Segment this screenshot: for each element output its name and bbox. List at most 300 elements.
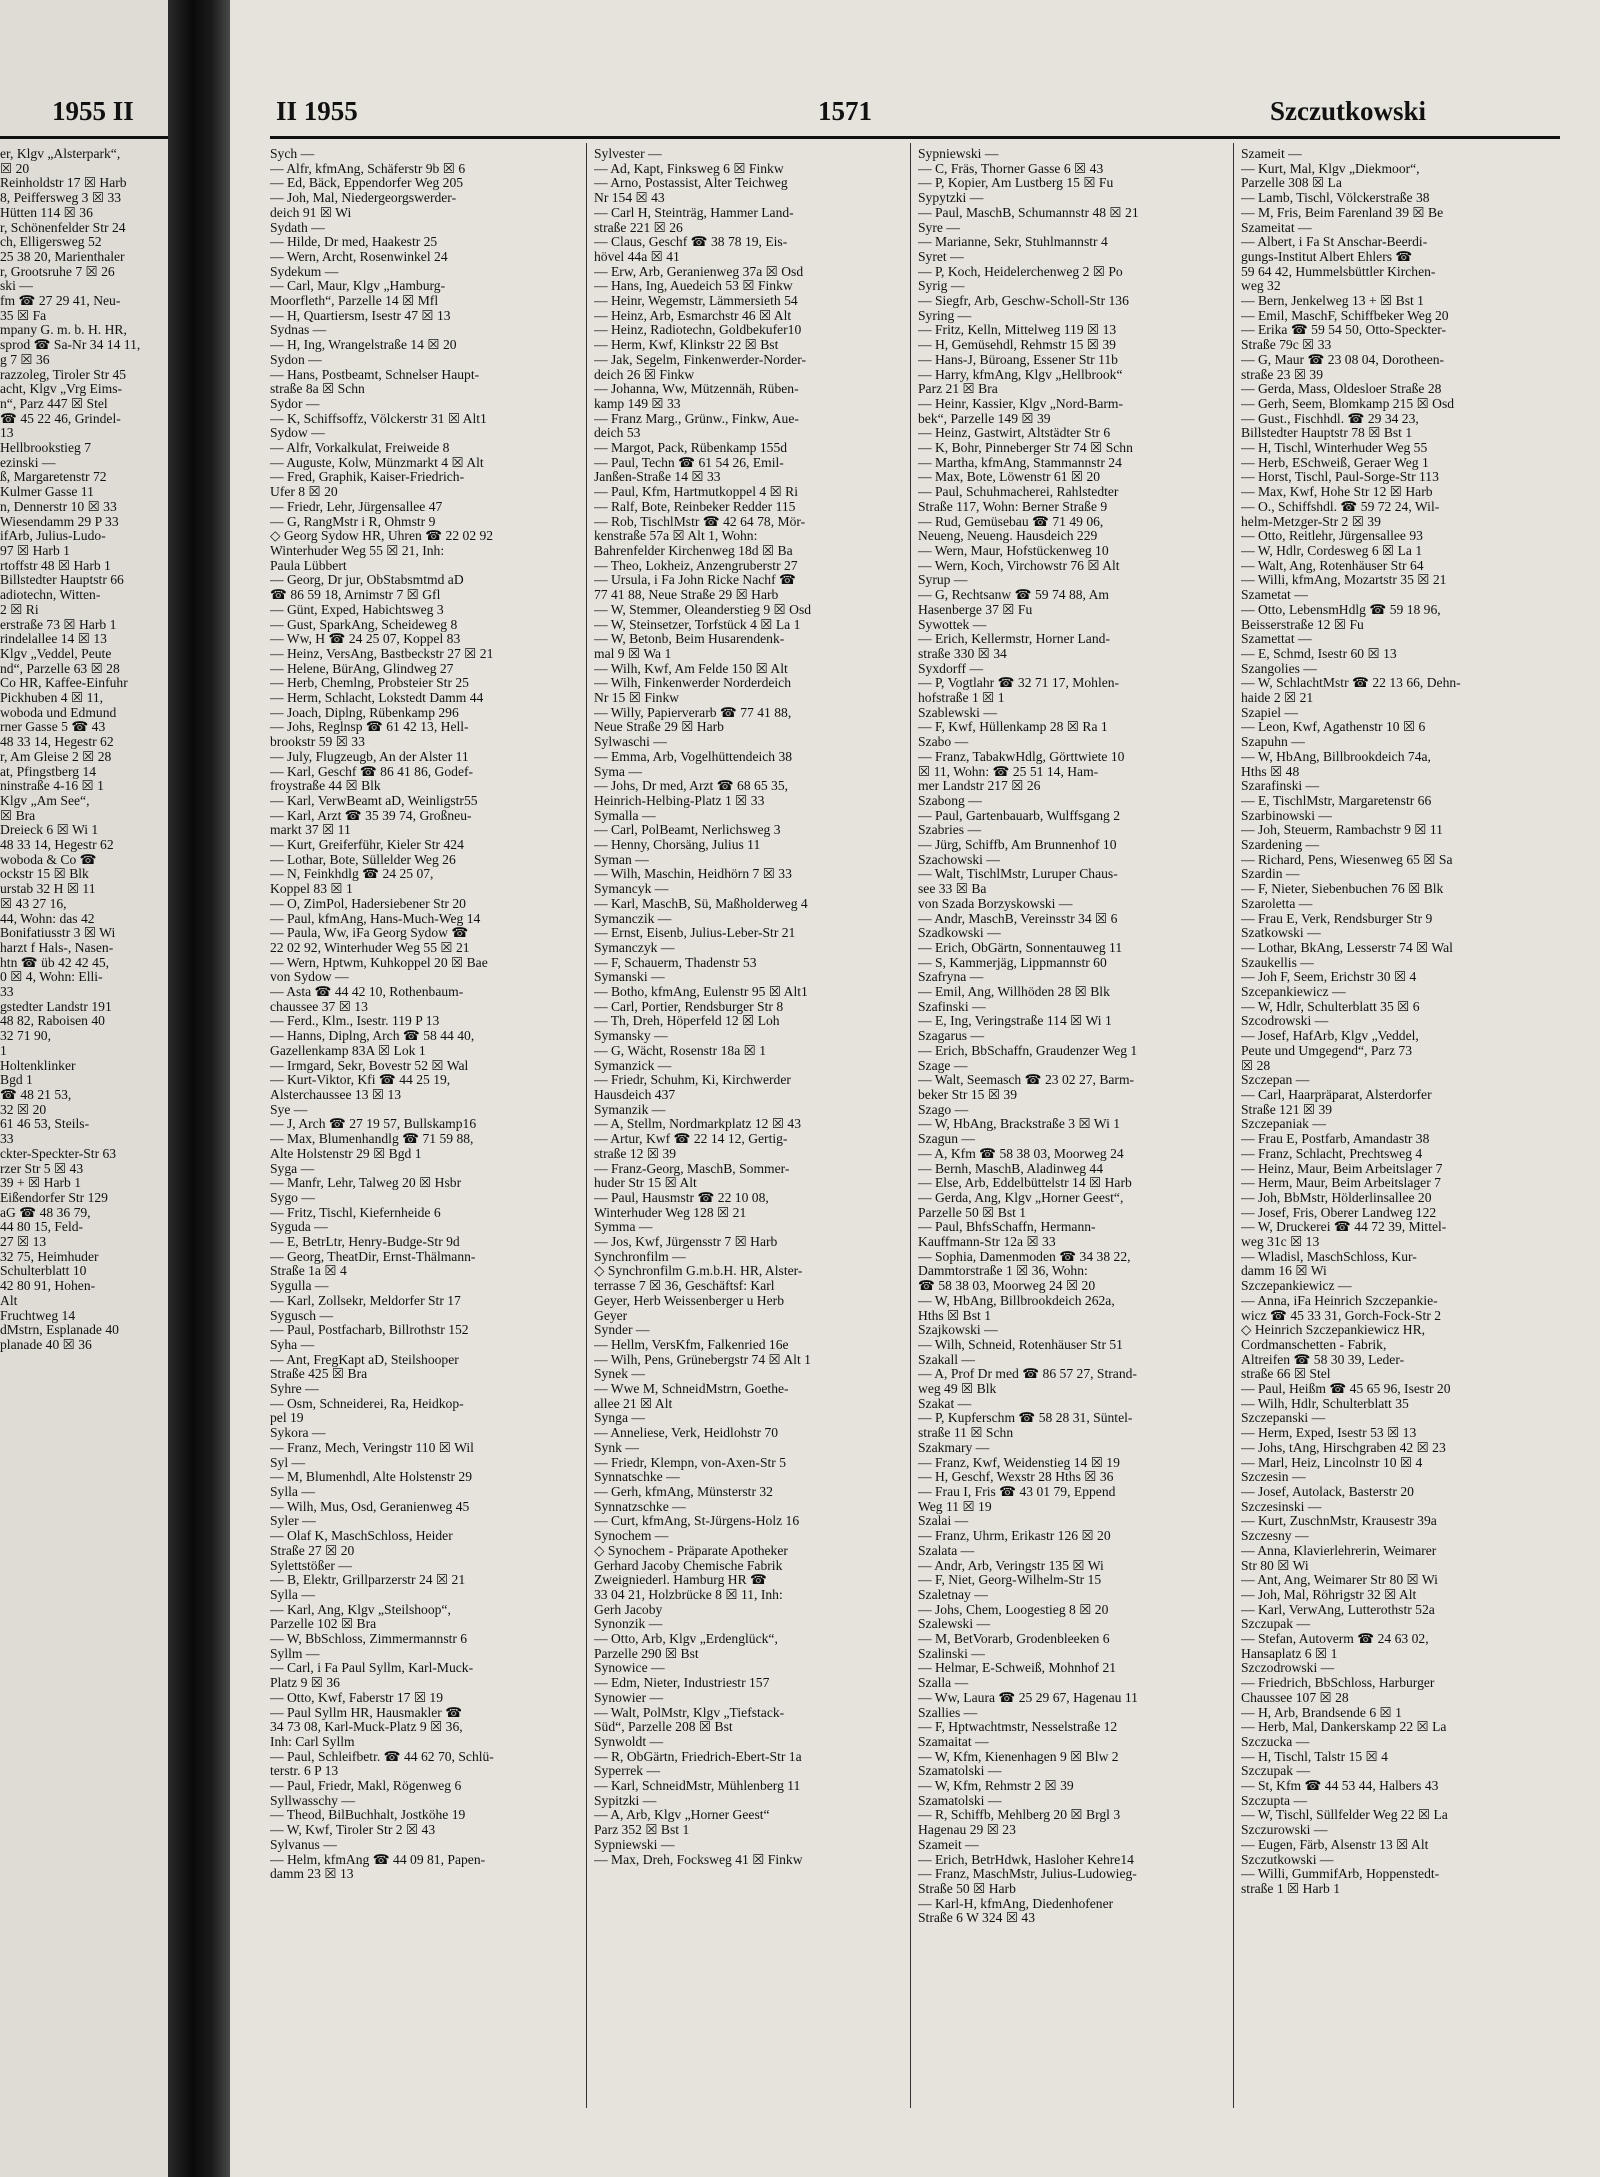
directory-entry: — July, Flugzeugb, An der Alster 11: [270, 749, 469, 764]
directory-entry: Ufer 8 ☒ 20: [270, 485, 338, 500]
directory-entry: — Walt, PolMstr, Klgv „Tiefstack-: [594, 1705, 785, 1720]
surname-heading: Synnatzschke —: [594, 1499, 686, 1514]
surname-heading: Szatkowski —: [1241, 926, 1321, 941]
surname-heading: Szarafinski —: [1241, 779, 1320, 794]
directory-entry: — O, ZimPol, Hadersiebener Str 20: [270, 896, 466, 911]
left-page-fragment: Pickhuben 4 ☒ 11,: [0, 691, 104, 706]
directory-entry: Platz 9 ☒ 36: [270, 1676, 340, 1691]
directory-entry: — Hellm, VersKfm, Falkenried 16e: [594, 1337, 789, 1352]
surname-heading: Szage —: [918, 1058, 968, 1073]
directory-entry: — W, Tischl, Süllfelder Weg 22 ☒ La: [1241, 1808, 1448, 1823]
directory-entry: — Otto, Kwf, Faberstr 17 ☒ 19: [270, 1690, 444, 1705]
surname-heading: Szamatolski —: [918, 1793, 1002, 1808]
directory-entry: weg 49 ☒ Blk: [918, 1382, 997, 1397]
surname-heading: Symalla —: [594, 808, 656, 823]
directory-entry: Straße 117, Wohn: Berner Straße 9: [918, 499, 1108, 514]
directory-entry: — Lothar, BkAng, Lesserstr 74 ☒ Wal: [1241, 940, 1453, 955]
surname-heading: Synowier —: [594, 1690, 664, 1705]
directory-entry: — Paul Syllm HR, Hausmakler ☎: [270, 1705, 463, 1720]
directory-entry: Parzelle 290 ☒ Bst: [594, 1646, 699, 1661]
directory-entry: — K, Bohr, Pinneberger Str 74 ☒ Schn: [918, 441, 1133, 456]
directory-entry: — R, Schiffb, Mehlberg 20 ☒ Brgl 3: [918, 1808, 1121, 1823]
directory-entry: — Otto, Arb, Klgv „Erdenglück“,: [594, 1632, 778, 1647]
surname-heading: Sylettstößer —: [270, 1558, 352, 1573]
surname-heading: Szagarus —: [918, 1029, 985, 1044]
surname-heading: Szapiel —: [1241, 705, 1299, 720]
directory-entry: — Ww, H ☎ 24 25 07, Koppel 83: [270, 632, 461, 647]
left-page-fragment: Hellbrookstieg 7: [0, 441, 91, 456]
page-number: 1571: [818, 96, 872, 126]
surname-heading: Syl —: [270, 1455, 306, 1470]
surname-heading: Sylla —: [270, 1587, 315, 1602]
left-page-fragment: rindelallee 14 ☒ 13: [0, 632, 107, 647]
directory-entry: Straße 79c ☒ 33: [1241, 338, 1332, 353]
directory-entry: straße 8a ☒ Schn: [270, 382, 365, 397]
directory-entry: — F, Kwf, Hüllenkamp 28 ☒ Ra 1: [918, 720, 1108, 735]
directory-entry: — Marl, Heiz, Lincolnstr 10 ☒ 4: [1241, 1455, 1423, 1470]
directory-entry: — Alfr, kfmAng, Schäferstr 9b ☒ 6: [270, 161, 466, 176]
left-page-fragment: 48 33 14, Hegestr 62: [0, 838, 114, 853]
left-page-fragment: erstraße 73 ☒ Harb 1: [0, 617, 117, 632]
directory-entry: — Paul, Kfm, Hartmutkoppel 4 ☒ Ri: [594, 485, 798, 500]
surname-heading: Sylwaschi —: [594, 735, 667, 750]
directory-entry: — Osm, Schneiderei, Ra, Heidkop-: [270, 1396, 464, 1411]
directory-entry: Zweigniederl. Hamburg HR ☎: [594, 1573, 767, 1588]
surname-heading: Szarbinowski —: [1241, 808, 1332, 823]
directory-column-2: [594, 147, 899, 1867]
directory-entry: — Hilde, Dr med, Haakestr 25: [270, 235, 438, 250]
surname-heading: Szardin —: [1241, 867, 1300, 882]
directory-entry: ◇ Synochem - Präparate Apotheker: [594, 1543, 788, 1558]
surname-heading: Szczupak —: [1241, 1617, 1311, 1632]
surname-heading: Sygusch —: [270, 1308, 334, 1323]
directory-entry: — Carl, Haarpräparat, Alsterdorfer: [1241, 1088, 1432, 1102]
surname-heading: Symancyk —: [594, 882, 669, 897]
directory-entry: — G, RangMstr i R, Ohmstr 9: [270, 514, 436, 529]
directory-entry: — Paul, Schuhmacherei, Rahlstedter: [918, 485, 1119, 500]
directory-entry: straße 1 ☒ Harb 1: [1241, 1881, 1341, 1896]
directory-entry: — St, Kfm ☎ 44 53 44, Halbers 43: [1241, 1779, 1439, 1794]
left-page-fragment: 25 38 20, Marienthaler: [0, 249, 125, 264]
directory-entry: deich 53: [594, 426, 641, 441]
directory-entry: — Karl, SchneidMstr, Mühlenberg 11: [594, 1779, 801, 1794]
left-page-fragment: ☎ 48 21 53,: [0, 1088, 72, 1102]
left-page-fragment: 61 46 53, Steils-: [0, 1117, 90, 1132]
directory-entry: — B, Elektr, Grillparzerstr 24 ☒ 21: [270, 1573, 466, 1588]
directory-entry: — K, Schiffsoffz, Völckerstr 31 ☒ Alt1: [270, 411, 487, 426]
directory-entry: Hths ☒ Bst 1: [918, 1308, 991, 1323]
left-page-fragment: Klgv „Am See“,: [0, 793, 90, 808]
directory-entry: Weg 11 ☒ 19: [918, 1499, 992, 1514]
directory-entry: — Olaf K, MaschSchloss, Heider: [270, 1529, 453, 1544]
left-page-fragment: 44 80 15, Feld-: [0, 1220, 84, 1235]
directory-entry: — O., Schiffshdl. ☎ 59 72 24, Wil-: [1241, 499, 1440, 514]
directory-entry: — Joh, BbMstr, Hölderlinsallee 20: [1241, 1190, 1432, 1205]
directory-entry: — Franz, Kwf, Weidenstieg 14 ☒ 19: [918, 1455, 1120, 1470]
column-separator-3: [1233, 143, 1234, 2108]
directory-entry: — H, Arb, Brandsende 6 ☒ 1: [1241, 1705, 1402, 1720]
directory-entry: — Erich, BbSchaffn, Graudenzer Weg 1: [918, 1043, 1138, 1058]
directory-entry: ☎ 58 38 03, Moorweg 24 ☒ 20: [918, 1279, 1096, 1294]
surname-heading: Szamatolski —: [918, 1764, 1002, 1779]
surname-heading: Szakall —: [918, 1352, 976, 1367]
directory-entry: — Albert, i Fa St Anschar-Beerdi-: [1241, 235, 1428, 250]
directory-entry: Parzelle 102 ☒ Bra: [270, 1617, 377, 1632]
surname-heading: Szafinski —: [918, 999, 986, 1014]
directory-entry: — J, Arch ☎ 27 19 57, Bullskamp16: [270, 1117, 477, 1132]
directory-column-3: [918, 147, 1223, 1926]
directory-entry: — Bern, Jenkelweg 13 + ☒ Bst 1: [1241, 294, 1424, 309]
directory-entry: — Wwe M, SchneidMstrn, Goethe-: [594, 1382, 789, 1397]
left-page-fragment: ☒ 43 27 16,: [0, 896, 67, 911]
directory-entry: — Karl, VerwAng, Lutterothstr 52a: [1241, 1602, 1435, 1617]
directory-entry: — Andr, Arb, Veringstr 135 ☒ Wi: [918, 1558, 1104, 1573]
directory-entry: brookstr 59 ☒ 33: [270, 735, 365, 750]
left-page-fragment: Wiesendamm 29 P 33: [0, 514, 119, 529]
directory-entry: — Herm, Maur, Beim Arbeitslager 7: [1241, 1176, 1441, 1191]
directory-entry: — Wilh, Mus, Osd, Geranienweg 45: [270, 1499, 470, 1514]
left-page-fragment: 8, Peiffersweg 3 ☒ 33: [0, 191, 122, 206]
directory-entry: straße 23 ☒ 39: [1241, 367, 1324, 382]
directory-entry: ☒ 28: [1241, 1058, 1271, 1073]
left-page-fragment: harzt f Hals-, Nasen-: [0, 940, 114, 955]
surname-heading: Syha —: [270, 1337, 315, 1352]
directory-entry: — F, Schauerm, Thadenstr 53: [594, 955, 757, 970]
directory-entry: — Heinr, Wegemstr, Lämmersieth 54: [594, 294, 798, 309]
left-page-fragment: 33: [0, 1132, 14, 1147]
surname-heading: Szczutkowski —: [1241, 1852, 1334, 1867]
directory-entry: — Asta ☎ 44 42 10, Rothenbaum-: [270, 985, 464, 1000]
directory-entry: straße 66 ☒ Stel: [1241, 1367, 1331, 1382]
directory-entry: — Willi, GummifArb, Hoppenstedt-: [1241, 1867, 1440, 1882]
left-header-rule: [0, 136, 168, 139]
directory-entry: — Paul, Techn ☎ 61 54 26, Emil-: [594, 455, 784, 470]
left-page-fragment: ß, Margaretenstr 72: [0, 470, 107, 485]
surname-heading: Szaukellis —: [1241, 955, 1314, 970]
directory-entry: — Gust, SparkAng, Scheideweg 8: [270, 617, 458, 632]
surname-heading: Sydon —: [270, 352, 322, 367]
left-page-fragment: 32 75, Heimhuder: [0, 1249, 99, 1264]
directory-entry: — Irmgard, Sekr, Bovestr 52 ☒ Wal: [270, 1058, 469, 1073]
directory-entry: — Paula, Ww, iFa Georg Sydow ☎: [270, 926, 469, 941]
directory-entry: — M, BetVorarb, Grodenbleeken 6: [918, 1632, 1110, 1647]
directory-entry: markt 37 ☒ 11: [270, 823, 351, 838]
surname-heading: Synochem —: [594, 1529, 669, 1544]
left-page-fragment: r, Schönenfelder Str 24: [0, 220, 126, 235]
left-page-fragment: r, Am Gleise 2 ☒ 28: [0, 749, 112, 764]
directory-entry: Straße 1a ☒ 4: [270, 1264, 347, 1279]
surname-heading: Szalai —: [918, 1514, 969, 1529]
directory-entry: 33 04 21, Holzbrücke 8 ☒ 11, Inh:: [594, 1587, 783, 1602]
surname-heading: Sypytzki —: [918, 191, 984, 206]
directory-entry: — Frau E, Postfarb, Amandastr 38: [1241, 1132, 1430, 1147]
surname-heading: Syrup —: [918, 573, 968, 588]
directory-entry: straße 330 ☒ 34: [918, 646, 1007, 661]
directory-entry: — Anna, Klavierlehrerin, Weimarer: [1241, 1543, 1437, 1558]
left-page-fragment: Eißendorfer Str 129: [0, 1190, 108, 1205]
left-page-fragment: Reinholdstr 17 ☒ Harb: [0, 176, 127, 191]
left-page-fragment: Kulmer Gasse 11: [0, 485, 94, 500]
directory-entry: — Gerda, Mass, Oldesloer Straße 28: [1241, 382, 1442, 397]
directory-entry: — Heinr, Kassier, Klgv „Nord-Barm-: [918, 396, 1124, 411]
surname-heading: Sydor —: [270, 396, 320, 411]
left-page-fragment: ezinski —: [0, 455, 56, 470]
directory-entry: — Paul, Gartenbauarb, Wulffsgang 2: [918, 808, 1121, 823]
directory-entry: — Carl, Maur, Klgv „Hamburg-: [270, 279, 446, 294]
directory-entry: Hasenberge 37 ☒ Fu: [918, 602, 1033, 617]
left-page-fragment: rzer Str 5 ☒ 43: [0, 1161, 84, 1176]
directory-entry: pel 19: [270, 1411, 304, 1426]
directory-entry: — W, Druckerei ☎ 44 72 39, Mittel-: [1241, 1220, 1447, 1235]
left-page-fragment: 44, Wohn: das 42: [0, 911, 95, 926]
directory-entry: ☎ 86 59 18, Arnimstr 7 ☒ Gfl: [270, 588, 441, 603]
directory-entry: — S, Kammerjäg, Lippmannstr 60: [918, 955, 1107, 970]
surname-heading: Szczesinski —: [1241, 1499, 1322, 1514]
surname-heading: Szardening —: [1241, 838, 1320, 853]
surname-heading: Szczesny —: [1241, 1529, 1309, 1544]
left-page-fragment: ch, Elligersweg 52: [0, 235, 102, 250]
directory-entry: — Hans, Postbeamt, Schnelser Haupt-: [270, 367, 480, 382]
surname-heading: Szapuhn —: [1241, 735, 1305, 750]
directory-entry: deich 91 ☒ Wi: [270, 205, 352, 220]
directory-entry: — Wilh, Schneid, Rotenhäuser Str 51: [918, 1337, 1123, 1352]
directory-entry: Hansaplatz 6 ☒ 1: [1241, 1646, 1338, 1661]
directory-entry: Gazellenkamp 83A ☒ Lok 1: [270, 1043, 426, 1058]
directory-entry: — Theod, BilBuchhalt, Jostköhe 19: [270, 1808, 466, 1823]
directory-entry: Neueng, Neueng. Hausdeich 229: [918, 529, 1098, 544]
directory-entry: kenstraße 57a ☒ Alt 1, Wohn:: [594, 529, 758, 544]
left-page-fragment: 32 ☒ 20: [0, 1102, 47, 1117]
left-page-fragment: Fruchtweg 14: [0, 1308, 76, 1323]
directory-entry: Parzelle 50 ☒ Bst 1: [918, 1205, 1027, 1220]
directory-entry: — Anneliese, Verk, Heidlohstr 70: [594, 1426, 778, 1441]
left-page-fragment: 1: [0, 1043, 7, 1058]
surname-heading: Szczepan —: [1241, 1073, 1310, 1088]
left-page-fragment: htn ☎ üb 42 42 45,: [0, 955, 110, 970]
directory-entry: Winterhuder Weg 128 ☒ 21: [594, 1205, 747, 1220]
directory-entry: Straße 50 ☒ Harb: [918, 1881, 1016, 1896]
directory-entry: — Wilh, Pens, Grünebergstr 74 ☒ Alt 1: [594, 1352, 811, 1367]
directory-entry: — F, Niet, Georg-Wilhelm-Str 15: [918, 1573, 1102, 1588]
surname-heading: Symansky —: [594, 1029, 668, 1044]
surname-heading: Szadkowski —: [918, 926, 1001, 941]
directory-entry: — Herb, ESchweiß, Geraer Weg 1: [1241, 455, 1429, 470]
surname-heading: Szcodrowski —: [1241, 1014, 1329, 1029]
directory-entry: — E, Ing, Veringstraße 114 ☒ Wi 1: [918, 1014, 1112, 1029]
directory-entry: — Else, Arb, Eddelbüttelstr 14 ☒ Harb: [918, 1176, 1132, 1191]
directory-entry: — Artur, Kwf ☎ 22 14 12, Gertig-: [594, 1132, 788, 1147]
directory-entry: — H, Geschf, Wexstr 28 Hths ☒ 36: [918, 1470, 1114, 1485]
directory-entry: — Sophia, Damenmoden ☎ 34 38 22,: [918, 1249, 1131, 1264]
directory-entry: — Walt, Seemasch ☎ 23 02 27, Barm-: [918, 1073, 1135, 1088]
directory-entry: — W, HbAng, Brackstraße 3 ☒ Wi 1: [918, 1117, 1121, 1132]
directory-entry: — E, TischlMstr, Margaretenstr 66: [1241, 793, 1432, 808]
directory-entry: — Franz, TabakwHdlg, Görttwiete 10: [918, 749, 1125, 764]
directory-entry: huder Str 15 ☒ Alt: [594, 1176, 697, 1191]
directory-entry: hofstraße 1 ☒ 1: [918, 691, 1005, 706]
directory-entry: — Kurt, Greiferführ, Kieler Str 424: [270, 838, 464, 853]
directory-entry: — Andr, MaschB, Vereinsstr 34 ☒ 6: [918, 911, 1118, 926]
surname-heading: Szalewski —: [918, 1617, 991, 1632]
directory-entry: see 33 ☒ Ba: [918, 882, 987, 897]
directory-entry: kamp 149 ☒ 33: [594, 396, 681, 411]
directory-entry: — Heinz, Arb, Esmarchstr 46 ☒ Alt: [594, 308, 792, 323]
directory-entry: — W, HbAng, Billbrookdeich 74a,: [1241, 749, 1431, 764]
directory-entry: — H, Quartiersm, Isestr 47 ☒ 13: [270, 308, 451, 323]
directory-entry: — W, Hdlr, Schulterblatt 35 ☒ 6: [1241, 999, 1420, 1014]
left-page-fragment: sprod ☎ Sa-Nr 34 14 11,: [0, 338, 141, 353]
left-page-fragment: at, Pfingstberg 14: [0, 764, 97, 779]
directory-entry: — Franz, Uhrm, Erikastr 126 ☒ 20: [918, 1529, 1111, 1544]
left-page-fragment: Co HR, Kaffee-Einfuhr: [0, 676, 128, 691]
directory-entry: — Ant, Ang, Weimarer Str 80 ☒ Wi: [1241, 1573, 1438, 1588]
directory-entry: — Ferd., Klm., Isestr. 119 P 13: [270, 1014, 440, 1029]
surname-heading: Szczucka —: [1241, 1734, 1310, 1749]
surname-heading: Szamaitat —: [918, 1734, 989, 1749]
directory-entry: — Anna, iFa Heinrich Szczepankie-: [1241, 1293, 1438, 1308]
directory-entry: — Siegfr, Arb, Geschw-Scholl-Str 136: [918, 294, 1129, 309]
left-page-fragment: 27 ☒ 13: [0, 1235, 47, 1250]
directory-entry: — Horst, Tischl, Paul-Sorge-Str 113: [1241, 470, 1439, 485]
directory-entry: 77 41 88, Neue Straße 29 ☒ Harb: [594, 588, 779, 603]
left-page-fragment: ☒ 20: [0, 161, 30, 176]
directory-entry: — Heinz, Maur, Beim Arbeitslager 7: [1241, 1161, 1443, 1176]
surname-heading: Syrig —: [918, 279, 965, 294]
directory-entry: — Franz, Schlacht, Prechtsweg 4: [1241, 1146, 1423, 1161]
directory-entry: bek“, Parzelle 149 ☒ 39: [918, 411, 1051, 426]
directory-entry: — Paul, Friedr, Makl, Rögenweg 6: [270, 1779, 462, 1794]
directory-entry: haide 2 ☒ 21: [1241, 691, 1314, 706]
surname-heading: Szczupak —: [1241, 1764, 1311, 1779]
surname-heading: Synnatschke —: [594, 1470, 680, 1485]
surname-heading: Sylvester —: [594, 147, 662, 161]
surname-heading: Szallies —: [918, 1705, 978, 1720]
surname-heading: Szameit —: [1241, 147, 1302, 161]
directory-column-1: [270, 147, 575, 1882]
directory-entry: — Arno, Postassist, Alter Teichweg: [594, 176, 788, 191]
directory-entry: — Ww, Laura ☎ 25 29 67, Hagenau 11: [918, 1690, 1138, 1705]
directory-entry: — W, Betonb, Beim Husarendenk-: [594, 632, 785, 647]
directory-entry: Alsterchaussee 13 ☒ 13: [270, 1088, 402, 1102]
left-page-fragment: woboda und Edmund: [0, 705, 117, 720]
directory-entry: — A, Stellm, Nordmarkplatz 12 ☒ 43: [594, 1117, 802, 1132]
directory-entry: Altreifen ☎ 58 30 39, Leder-: [1241, 1352, 1405, 1367]
directory-entry: — Erich, ObGärtn, Sonnentauweg 11: [918, 940, 1123, 955]
directory-entry: Süd“, Parzelle 208 ☒ Bst: [594, 1720, 733, 1735]
directory-entry: — Richard, Pens, Wiesenweg 65 ☒ Sa: [1241, 852, 1453, 867]
directory-entry: — Joh, Mal, Röhrigstr 32 ☒ Alt: [1241, 1587, 1417, 1602]
left-page-fragment: Bgd 1: [0, 1073, 33, 1088]
column-separator-2: [910, 143, 911, 2108]
surname-heading: Sydow —: [270, 426, 325, 441]
surname-heading: Sylvanus —: [270, 1837, 337, 1852]
surname-heading: Sywottek —: [918, 617, 987, 632]
right-page: [230, 0, 1600, 2177]
surname-heading: Synchronfilm —: [594, 1249, 686, 1264]
surname-heading: Syperrek —: [594, 1764, 661, 1779]
directory-entry: Straße 121 ☒ 39: [1241, 1102, 1333, 1117]
directory-entry: — Lamb, Tischl, Völckerstraße 38: [1241, 191, 1430, 206]
directory-entry: 22 02 92, Winterhuder Weg 55 ☒ 21: [270, 940, 470, 955]
directory-entry: — Johs, tAng, Hirschgraben 42 ☒ 23: [1241, 1440, 1446, 1455]
surname-heading: Szczurowski —: [1241, 1823, 1328, 1838]
directory-entry: — Karl-H, kfmAng, Diedenhofener: [918, 1896, 1114, 1911]
directory-entry: — Herm, Exped, Isestr 53 ☒ 13: [1241, 1426, 1417, 1441]
directory-entry: — Josef, HafArb, Klgv „Veddel,: [1241, 1029, 1419, 1044]
directory-entry: — Curt, kfmAng, St-Jürgens-Holz 16: [594, 1514, 800, 1529]
surname-heading: Szabo —: [918, 735, 969, 750]
directory-entry: — Wern, Maur, Hofstückenweg 10: [918, 543, 1109, 558]
surname-heading: Sydath —: [270, 220, 325, 235]
directory-entry: — G, Maur ☎ 23 08 04, Dorotheen-: [1241, 352, 1445, 367]
directory-entry: — Willi, kfmAng, Mozartstr 35 ☒ 21: [1241, 573, 1447, 588]
directory-entry: — H, Gemüsehdl, Rehmstr 15 ☒ 39: [918, 338, 1116, 353]
left-page-fragment: g 7 ☒ 36: [0, 352, 50, 367]
left-page-fragment: 48 82, Raboisen 40: [0, 1014, 105, 1029]
directory-entry: — Wern, Archt, Rosenwinkel 24: [270, 249, 448, 264]
directory-entry: — Heinz, Gastwirt, Altstädter Str 6: [918, 426, 1111, 441]
left-page-fragment: 97 ☒ Harb 1: [0, 543, 70, 558]
directory-entry: deich 26 ☒ Finkw: [594, 367, 695, 382]
directory-entry: — Georg, TheatDir, Ernst-Thälmann-: [270, 1249, 476, 1264]
surname-heading: Szagun —: [918, 1132, 976, 1147]
directory-entry: — Manfr, Lehr, Talweg 20 ☒ Hsbr: [270, 1176, 462, 1191]
surname-heading: Szangolies —: [1241, 661, 1317, 676]
directory-entry: — Friedr, Schuhm, Ki, Kirchwerder: [594, 1073, 791, 1088]
surname-heading: Szafryna —: [918, 970, 984, 985]
directory-entry: — Bernh, MaschB, Aladinweg 44: [918, 1161, 1104, 1176]
directory-entry: — Karl, Arzt ☎ 35 39 74, Großneu-: [270, 808, 472, 823]
directory-entry: — Franz-Georg, MaschB, Sommer-: [594, 1161, 790, 1176]
surname-heading: Syler —: [270, 1514, 316, 1529]
directory-entry: — Henny, Chorsäng, Julius 11: [594, 838, 761, 853]
directory-entry: — Herb, Mal, Dankerskamp 22 ☒ La: [1241, 1720, 1447, 1735]
surname-heading: Szcepankiewicz —: [1241, 985, 1346, 1000]
directory-entry: gungs-Institut Albert Ehlers ☎: [1241, 249, 1413, 264]
left-page-fragment: 13: [0, 426, 14, 441]
surname-heading: Szameitat —: [1241, 220, 1312, 235]
directory-column-4: [1241, 147, 1546, 1897]
left-page-fragment: rtoffstr 48 ☒ Harb 1: [0, 558, 111, 573]
directory-entry: mal 9 ☒ Wa 1: [594, 646, 672, 661]
left-page-fragment: acht, Klgv „Vrg Eims-: [0, 382, 123, 397]
directory-entry: — Hans, Ing, Auedeich 53 ☒ Finkw: [594, 279, 793, 294]
left-page-fragment: ifArb, Julius-Ludo-: [0, 529, 106, 544]
directory-entry: — Georg, Dr jur, ObStabsmtmd aD: [270, 573, 464, 588]
directory-entry: — Wladisl, MaschSchloss, Kur-: [1241, 1249, 1417, 1264]
directory-entry: — Paul, Postfacharb, Billrothstr 152: [270, 1323, 469, 1338]
left-page-fragment: Billstedter Hauptstr 66: [0, 573, 124, 588]
directory-entry: — C, Fräs, Thorner Gasse 6 ☒ 43: [918, 161, 1104, 176]
surname-heading: Symanski —: [594, 970, 665, 985]
directory-entry: — Heinz, VersAng, Bastbeckstr 27 ☒ 21: [270, 646, 494, 661]
directory-entry: — Eugen, Färb, Alsenstr 13 ☒ Alt: [1241, 1837, 1429, 1852]
left-page-fragment: Hütten 114 ☒ 36: [0, 205, 93, 220]
left-page-fragment: 39 + ☒ Harb 1: [0, 1176, 82, 1191]
surname-heading: Syllm —: [270, 1646, 320, 1661]
directory-entry: — F, Hptwachtmstr, Nesselstraße 12: [918, 1720, 1118, 1735]
surname-heading: Symanzik —: [594, 1102, 666, 1117]
directory-entry: — W, Kwf, Tiroler Str 2 ☒ 43: [270, 1823, 436, 1838]
surname-heading: Syma —: [594, 764, 642, 779]
directory-entry: — Hanns, Diplng, Arch ☎ 58 44 40,: [270, 1029, 475, 1044]
directory-entry: — Joh, Mal, Niedergeorgswerder-: [270, 191, 457, 206]
directory-entry: — E, Schmd, Isestr 60 ☒ 13: [1241, 646, 1397, 661]
directory-entry: — Erika ☎ 59 54 50, Otto-Speckter-: [1241, 323, 1447, 338]
surname-heading: Szczepaniak —: [1241, 1117, 1326, 1132]
surname-heading: Sypitzki —: [594, 1793, 657, 1808]
surname-heading: Szalinski —: [918, 1646, 985, 1661]
